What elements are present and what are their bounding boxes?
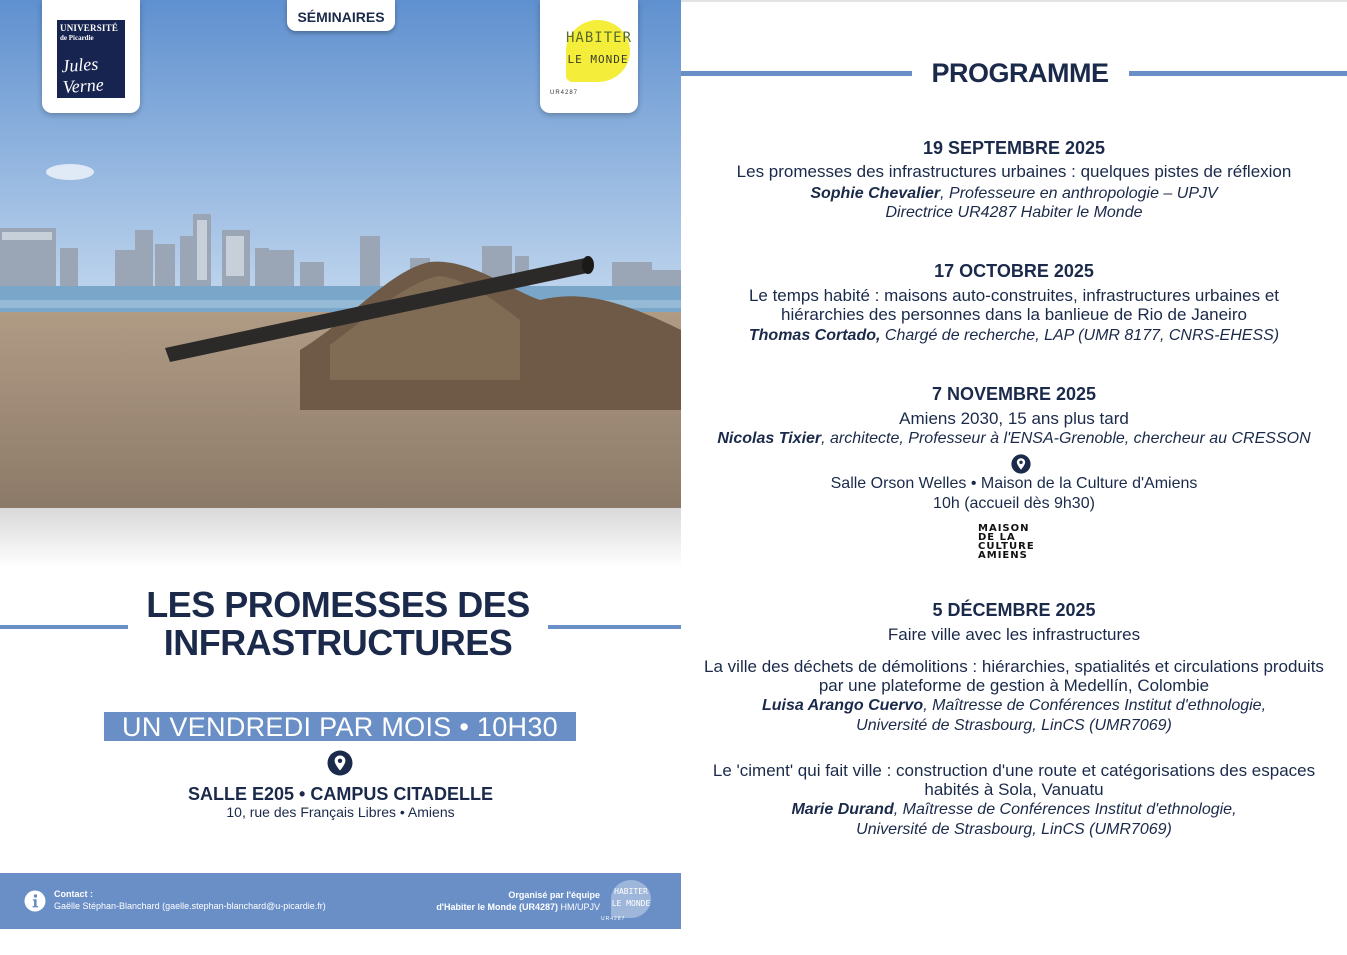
session-4-talk-2-speaker-name: Marie Durand [791, 801, 894, 818]
poster-title [128, 586, 548, 662]
session-4-talk-1: La ville des déchets de démolitions : hiérarchies, spatialités et circulations produits par une plateforme de gestion à Medellín, Colombie [704, 657, 1324, 695]
session-3-date: 7 NOVEMBRE 2025 [931, 384, 1097, 404]
venue-address: 10, rue des Français Libres • Amiens [226, 804, 455, 820]
poster-title-line2: INFRASTRUCTURES [163, 622, 513, 663]
session-3-speaker [681, 429, 1347, 448]
top-border [681, 0, 1347, 2]
organizer-name: d'Habiter le Monde (UR4287) [436, 902, 558, 912]
info-icon [24, 890, 46, 917]
session-1-affiliation: , Professeure en anthropologie – UPJV [940, 185, 1218, 202]
hlm-logo-line2: LE MONDE [567, 53, 629, 66]
session-1-talk: Les promesses des infrastructures urbaines : quelques pistes de réflexion [736, 162, 1292, 181]
poster-left-panel [0, 0, 681, 930]
mca-logo-line2: DE LA [978, 532, 1016, 543]
upjv-logo-line1: UNIVERSITÉ [60, 23, 119, 33]
session-2-speaker-name: Thomas Cortado, [748, 327, 881, 344]
location-pin-icon [327, 750, 353, 781]
venue-name: SALLE E205 • CAMPUS CITADELLE [187, 784, 493, 804]
session-2-date: 17 OCTOBRE 2025 [934, 261, 1094, 281]
session-1-date: 19 SEPTEMBRE 2025 [922, 138, 1106, 158]
session-3-time: 10h (accueil dès 9h30) [933, 495, 1095, 512]
poster-title-line1: LES PROMESSES DES [146, 584, 530, 625]
session-1-speaker-name: Sophie Chevalier [810, 185, 941, 202]
session-4-talk-2-affiliation-2: Université de Strasbourg, LinCS (UMR7069) [856, 821, 1172, 838]
session-2-speaker [681, 326, 1347, 345]
hlm-logo-line1: HABITER [566, 30, 633, 46]
footer-logo-line2: LE MONDE [611, 899, 651, 908]
session-2-talk: Le temps habité : maisons auto-construites, infrastructures urbaines et hiérarchies des personnes dans la banlieue de Rio de Janeiro [748, 286, 1280, 324]
footer-hlm-logo [611, 880, 651, 918]
programme-rule-left [681, 71, 912, 76]
session-4-talk-2: Le 'ciment' qui fait ville : construction d'une route et catégorisations des espaces habités à Sola, Vanuatu [712, 761, 1316, 799]
photo-shadow [0, 508, 681, 568]
seminaires-tab: SÉMINAIRES [287, 0, 395, 31]
session-3-talk: Amiens 2030, 15 ans plus tard [899, 409, 1129, 428]
organizer-line2 [436, 902, 600, 912]
upjv-logo-line2: de Picardie [60, 34, 94, 42]
contact-email-link[interactable]: Gaëlle Stéphan-Blanchard (gaelle.stephan-blanchard@u-picardie.fr) [54, 901, 326, 911]
session-3-location: Salle Orson Welles • Maison de la Culture d'Amiens [830, 475, 1198, 492]
mca-logo-line1: MAISON [978, 523, 1030, 534]
organizer-affiliation: HM/UPJV [557, 902, 600, 912]
upjv-logo-signature: Jules Verne [60, 53, 105, 98]
session-4-talk-1-speaker [681, 696, 1347, 715]
session-4-talk-2-speaker [681, 800, 1347, 819]
schedule-banner: UN VENDREDI PAR MOIS • 10H30 [104, 712, 576, 741]
contact-label: Contact : [54, 889, 93, 899]
organizer-line1: Organisé par l'équipe [508, 890, 600, 900]
title-rule-right [548, 625, 681, 629]
session-3-affiliation: , architecte, Professeur à l'ENSA-Grenoble, chercheur au CRESSON [821, 430, 1311, 447]
session-2-affiliation: Chargé de recherche, LAP (UMR 8177, CNRS-EHESS) [880, 327, 1280, 344]
mca-logo-line3: CULTURE [978, 541, 1035, 552]
session-1-speaker [681, 184, 1347, 203]
session-4-talk-1-speaker-name: Luisa Arango Cuervo [761, 697, 924, 714]
upjv-logo [42, 0, 140, 113]
mca-logo-line4: AMIENS [978, 550, 1028, 561]
contact-footer [0, 873, 681, 929]
programme-panel [681, 0, 1347, 955]
habiter-le-monde-logo [540, 0, 638, 113]
session-4-talk-1-affiliation-2: Université de Strasbourg, LinCS (UMR7069) [856, 717, 1172, 734]
maison-culture-amiens-logo [978, 524, 1035, 560]
session-4-talk-1-affiliation: , Maîtresse de Conférences Institut d'ethnologie, [923, 697, 1267, 714]
session-4-theme: Faire ville avec les infrastructures [887, 625, 1141, 644]
programme-rule-right [1129, 71, 1347, 76]
session-3-speaker-name: Nicolas Tixier [717, 430, 822, 447]
footer-logo-line1: HABITER [614, 887, 648, 896]
title-rule-left [0, 625, 128, 629]
footer-logo-code: UR4287 [601, 916, 626, 922]
programme-heading: PROGRAMME [931, 58, 1109, 88]
session-1-affiliation-2: Directrice UR4287 Habiter le Monde [885, 204, 1143, 221]
hlm-logo-code: UR4287 [550, 90, 579, 96]
session-4-date: 5 DÉCEMBRE 2025 [932, 600, 1096, 620]
session-4-talk-2-affiliation: , Maîtresse de Conférences Institut d'ethnologie, [893, 801, 1237, 818]
